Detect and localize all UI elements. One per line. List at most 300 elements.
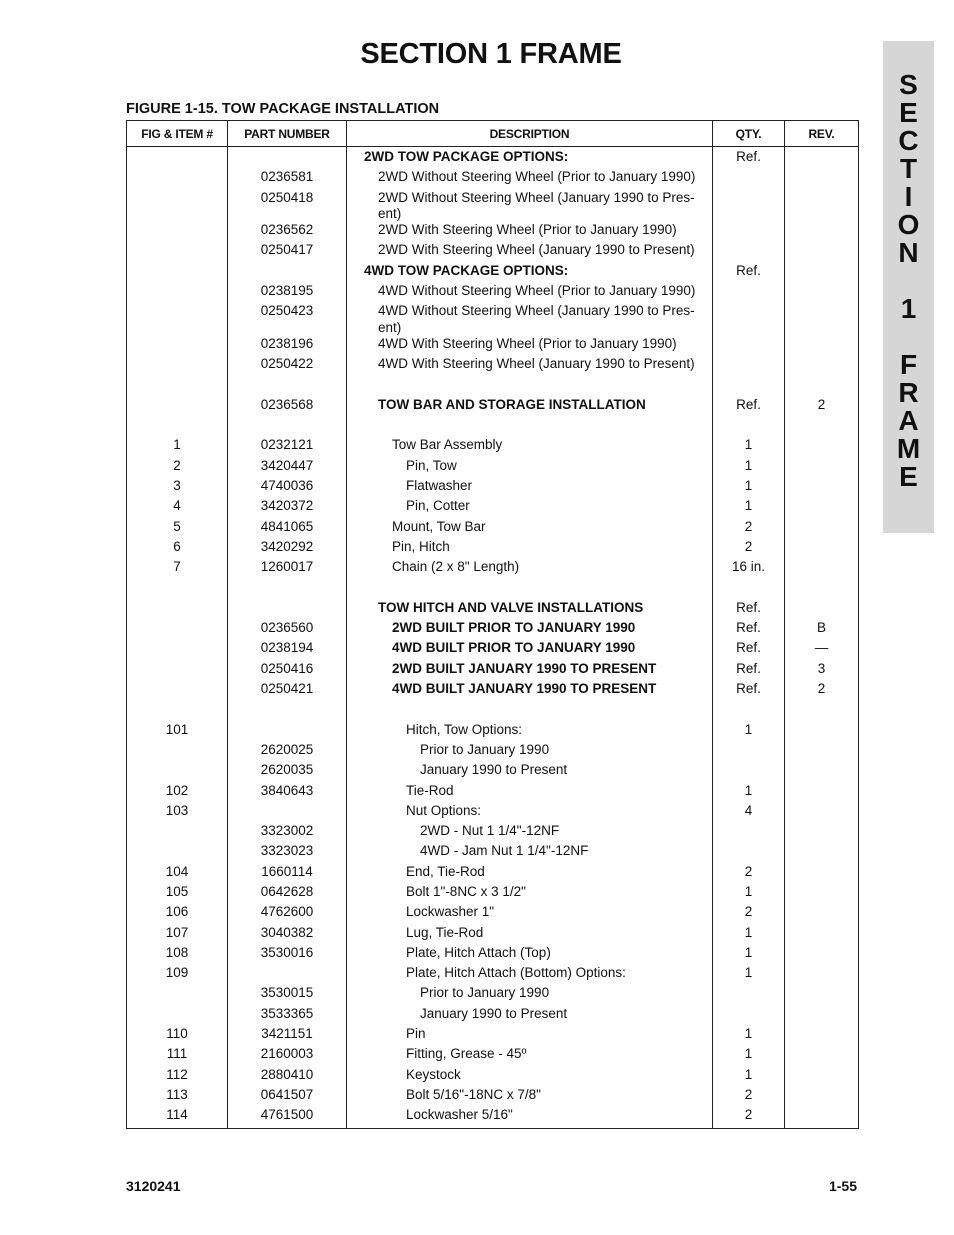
rev-cell [785, 303, 859, 336]
rev-cell [785, 985, 859, 1005]
part-number-cell: 0250422 [228, 356, 347, 376]
description-cell [347, 701, 713, 721]
part-number-cell: 0236562 [228, 222, 347, 242]
fig-item-cell: 102 [127, 783, 228, 803]
rev-cell [785, 1046, 859, 1066]
part-number-cell: 2620025 [228, 742, 347, 762]
rev-cell [785, 437, 859, 457]
fig-item-cell: 114 [127, 1107, 228, 1129]
rev-cell [785, 283, 859, 303]
description-text: January 1990 to Present [420, 762, 568, 778]
part-number-cell [228, 722, 347, 742]
qty-cell: 1 [713, 458, 785, 478]
part-number-cell: 0250417 [228, 242, 347, 262]
description-cell [347, 1026, 713, 1046]
description-cell [347, 803, 713, 823]
table-row [127, 478, 859, 498]
description-text: 2WD Without Steering Wheel (Prior to January 1990) [378, 169, 696, 185]
rev-cell [785, 377, 859, 397]
description-text: Lug, Tie-Rod [406, 924, 484, 940]
description-cell [347, 1107, 713, 1129]
qty-cell [713, 377, 785, 397]
rev-cell [785, 1087, 859, 1107]
description-text: Pin, Cotter [406, 498, 470, 514]
part-number-cell [228, 417, 347, 437]
part-number-cell: 3420372 [228, 498, 347, 518]
side-tab-letter: A [898, 405, 919, 436]
description-text: 4WD BUILT JANUARY 1990 TO PRESENT [392, 681, 657, 697]
description-cell [347, 1067, 713, 1087]
part-number-cell: 4841065 [228, 519, 347, 539]
fig-item-cell: 2 [127, 458, 228, 478]
rev-cell [785, 762, 859, 782]
description-cell [347, 539, 713, 559]
table-row [127, 356, 859, 376]
fig-item-cell: 103 [127, 803, 228, 823]
description-cell [347, 884, 713, 904]
part-number-cell: 4762600 [228, 904, 347, 924]
qty-cell [713, 580, 785, 600]
part-number-cell [228, 377, 347, 397]
table-row [127, 242, 859, 262]
description-text: Hitch, Tow Options: [406, 721, 523, 737]
fig-item-cell: 4 [127, 498, 228, 518]
side-tab-letter: F [899, 349, 918, 380]
rev-cell [785, 169, 859, 189]
header-rev: REV. [785, 121, 859, 147]
description-cell [347, 519, 713, 539]
qty-cell [713, 742, 785, 762]
header-qty: QTY. [713, 121, 785, 147]
fig-item-cell [127, 356, 228, 376]
qty-cell: 1 [713, 884, 785, 904]
description-text: Plate, Hitch Attach (Top) [406, 944, 551, 960]
side-tab-letter: M [896, 433, 921, 464]
table-row [127, 681, 859, 701]
rev-cell [785, 783, 859, 803]
rev-cell [785, 823, 859, 843]
qty-cell: 1 [713, 1067, 785, 1087]
part-number-cell: 0642628 [228, 884, 347, 904]
rev-cell [785, 722, 859, 742]
table-row [127, 539, 859, 559]
side-tab-letter: C [898, 125, 919, 156]
table-row [127, 884, 859, 904]
table-spacer-row [127, 701, 859, 721]
description-text: Bolt 1"-8NC x 3 1/2" [406, 883, 526, 899]
rev-cell: — [785, 640, 859, 660]
description-text: 4WD - Jam Nut 1 1/4"-12NF [420, 843, 589, 859]
table-row [127, 600, 859, 620]
qty-cell: 1 [713, 965, 785, 985]
fig-item-cell: 111 [127, 1046, 228, 1066]
description-cell [347, 985, 713, 1005]
rev-cell [785, 263, 859, 283]
rev-cell [785, 803, 859, 823]
qty-cell [713, 242, 785, 262]
description-cell [347, 190, 713, 223]
table-row [127, 985, 859, 1005]
fig-item-cell: 7 [127, 559, 228, 579]
rev-cell [785, 539, 859, 559]
description-text: Pin, Tow [406, 457, 457, 473]
fig-item-cell: 109 [127, 965, 228, 985]
rev-cell: 2 [785, 681, 859, 701]
description-text: Tow Bar Assembly [392, 437, 503, 453]
table-row [127, 1067, 859, 1087]
fig-item-cell [127, 681, 228, 701]
rev-cell: 3 [785, 661, 859, 681]
fig-item-cell [127, 843, 228, 863]
description-cell [347, 147, 713, 170]
table-row [127, 803, 859, 823]
qty-cell [713, 417, 785, 437]
part-number-cell: 3530015 [228, 985, 347, 1005]
description-text: Lockwasher 1" [406, 904, 495, 920]
rev-cell [785, 458, 859, 478]
description-text: 4WD BUILT PRIOR TO JANUARY 1990 [392, 640, 636, 656]
table-row [127, 620, 859, 640]
description-cell [347, 559, 713, 579]
fig-item-cell [127, 762, 228, 782]
part-number-cell: 3040382 [228, 925, 347, 945]
fig-item-cell: 101 [127, 722, 228, 742]
part-number-cell [228, 600, 347, 620]
description-cell [347, 620, 713, 640]
rev-cell [785, 1107, 859, 1129]
fig-item-cell [127, 397, 228, 417]
description-cell [347, 242, 713, 262]
fig-item-cell: 1 [127, 437, 228, 457]
table-row [127, 722, 859, 742]
description-cell [347, 823, 713, 843]
qty-cell [713, 356, 785, 376]
rev-cell [785, 478, 859, 498]
table-row [127, 559, 859, 579]
document-number: 3120241 [126, 1178, 181, 1194]
rev-cell [785, 242, 859, 262]
fig-item-cell [127, 823, 228, 843]
header-description: DESCRIPTION [347, 121, 713, 147]
table-row [127, 965, 859, 985]
table-row [127, 169, 859, 189]
rev-cell [785, 336, 859, 356]
fig-item-cell: 104 [127, 864, 228, 884]
qty-cell [713, 169, 785, 189]
description-cell [347, 263, 713, 283]
description-cell [347, 742, 713, 762]
fig-item-cell: 5 [127, 519, 228, 539]
table-row [127, 1026, 859, 1046]
part-number-cell: 0236560 [228, 620, 347, 640]
description-cell [347, 283, 713, 303]
fig-item-cell [127, 600, 228, 620]
qty-cell [713, 701, 785, 721]
description-text: Pin, Hitch [392, 538, 450, 554]
section-title: SECTION 1 FRAME [360, 38, 622, 70]
qty-cell: 1 [713, 945, 785, 965]
qty-cell: Ref. [713, 661, 785, 681]
part-number-cell [228, 965, 347, 985]
qty-cell: 1 [713, 783, 785, 803]
table-row [127, 263, 859, 283]
table-row [127, 742, 859, 762]
header-part-number: PART NUMBER [228, 121, 347, 147]
table-row [127, 1006, 859, 1026]
figure-title: FIGURE 1-15. TOW PACKAGE INSTALLATION [126, 101, 440, 117]
fig-item-cell [127, 640, 228, 660]
rev-cell [785, 356, 859, 376]
qty-cell: Ref. [713, 600, 785, 620]
description-cell [347, 336, 713, 356]
rev-cell [785, 600, 859, 620]
description-cell [347, 1006, 713, 1026]
side-tab-letter: 1 [900, 293, 917, 324]
part-number-cell: 3420292 [228, 539, 347, 559]
fig-item-cell: 110 [127, 1026, 228, 1046]
description-cell [347, 417, 713, 437]
qty-cell: 4 [713, 803, 785, 823]
qty-cell: 1 [713, 1026, 785, 1046]
page-number: 1-55 [828, 1178, 857, 1194]
description-cell [347, 661, 713, 681]
description-text: 4WD With Steering Wheel (January 1990 to Present) [378, 356, 695, 372]
table-row [127, 222, 859, 242]
description-cell [347, 169, 713, 189]
qty-cell [713, 823, 785, 843]
rev-cell [785, 925, 859, 945]
qty-cell: 2 [713, 1087, 785, 1107]
fig-item-cell: 112 [127, 1067, 228, 1087]
part-number-cell [228, 263, 347, 283]
fig-item-cell [127, 1006, 228, 1026]
fig-item-cell [127, 169, 228, 189]
table-row [127, 397, 859, 417]
qty-cell: 1 [713, 925, 785, 945]
qty-cell: Ref. [713, 681, 785, 701]
description-cell [347, 458, 713, 478]
fig-item-cell [127, 620, 228, 640]
table-row [127, 925, 859, 945]
description-cell [347, 498, 713, 518]
table-row [127, 336, 859, 356]
part-number-cell: 3323002 [228, 823, 347, 843]
fig-item-cell [127, 701, 228, 721]
table-row [127, 843, 859, 863]
header-fig-item: FIG & ITEM # [127, 121, 228, 147]
table-row [127, 147, 859, 170]
side-tab-letter: O [897, 209, 920, 240]
description-text: Prior to January 1990 [420, 985, 550, 1001]
description-text: Pin [406, 1026, 426, 1042]
part-number-cell: 1260017 [228, 559, 347, 579]
table-header-row [127, 121, 859, 147]
fig-item-cell: 113 [127, 1087, 228, 1107]
table-row [127, 437, 859, 457]
rev-cell [785, 843, 859, 863]
qty-cell [713, 283, 785, 303]
description-cell [347, 397, 713, 417]
part-number-cell: 0236568 [228, 397, 347, 417]
part-number-cell: 3530016 [228, 945, 347, 965]
qty-cell [713, 303, 785, 336]
table-row [127, 1046, 859, 1066]
table-row [127, 303, 859, 336]
fig-item-cell [127, 742, 228, 762]
description-cell [347, 843, 713, 863]
description-text: Keystock [406, 1066, 461, 1082]
description-text: Flatwasher [406, 478, 473, 494]
description-cell [347, 965, 713, 985]
rev-cell [785, 417, 859, 437]
parts-table [126, 120, 859, 1129]
rev-cell [785, 147, 859, 170]
fig-item-cell: 108 [127, 945, 228, 965]
rev-cell [785, 222, 859, 242]
description-text: Chain (2 x 8" Length) [392, 559, 520, 575]
qty-cell: 1 [713, 722, 785, 742]
fig-item-cell [127, 661, 228, 681]
description-text: 2WD With Steering Wheel (Prior to January 1990) [378, 222, 677, 238]
part-number-cell [228, 580, 347, 600]
description-text: Mount, Tow Bar [392, 518, 486, 534]
fig-item-cell: 106 [127, 904, 228, 924]
fig-item-cell [127, 580, 228, 600]
side-tab-letter: S [899, 69, 918, 100]
part-number-cell: 0238195 [228, 283, 347, 303]
part-number-cell: 0250423 [228, 303, 347, 336]
qty-cell [713, 985, 785, 1005]
qty-cell: 2 [713, 1107, 785, 1129]
table-row [127, 190, 859, 223]
description-cell [347, 1087, 713, 1107]
rev-cell [785, 190, 859, 223]
section-side-tab [883, 41, 934, 533]
fig-item-cell: 105 [127, 884, 228, 904]
description-cell [347, 356, 713, 376]
rev-cell [785, 864, 859, 884]
description-cell [347, 478, 713, 498]
part-number-cell: 4740036 [228, 478, 347, 498]
description-cell [347, 945, 713, 965]
description-cell [347, 864, 713, 884]
part-number-cell [228, 701, 347, 721]
qty-cell: Ref. [713, 147, 785, 170]
qty-cell: 1 [713, 437, 785, 457]
rev-cell [785, 498, 859, 518]
qty-cell [713, 190, 785, 223]
rev-cell [785, 1026, 859, 1046]
qty-cell [713, 1006, 785, 1026]
rev-cell [785, 701, 859, 721]
table-spacer-row [127, 417, 859, 437]
description-text: 2WD TOW PACKAGE OPTIONS: [364, 149, 569, 164]
table-row [127, 864, 859, 884]
rev-cell: 2 [785, 397, 859, 417]
side-tab-letter: E [899, 97, 918, 128]
side-tab-letter: T [899, 153, 918, 184]
description-text: Bolt 5/16"-18NC x 7/8" [406, 1086, 541, 1102]
table-row [127, 519, 859, 539]
description-cell [347, 437, 713, 457]
description-cell [347, 904, 713, 924]
table-row [127, 458, 859, 478]
fig-item-cell [127, 263, 228, 283]
fig-item-cell [127, 147, 228, 170]
table-row [127, 762, 859, 782]
rev-cell [785, 884, 859, 904]
description-cell [347, 222, 713, 242]
rev-cell [785, 580, 859, 600]
qty-cell [713, 762, 785, 782]
rev-cell [785, 1006, 859, 1026]
description-cell [347, 303, 713, 336]
table-row [127, 783, 859, 803]
rev-cell: B [785, 620, 859, 640]
description-text: Lockwasher 5/16" [406, 1107, 513, 1123]
table-row [127, 640, 859, 660]
fig-item-cell [127, 190, 228, 223]
qty-cell: 1 [713, 1046, 785, 1066]
table-row [127, 498, 859, 518]
fig-item-cell [127, 242, 228, 262]
rev-cell [785, 945, 859, 965]
description-cell [347, 762, 713, 782]
qty-cell: 1 [713, 498, 785, 518]
description-cell [347, 783, 713, 803]
rev-cell [785, 904, 859, 924]
description-text: 4WD TOW PACKAGE OPTIONS: [364, 262, 569, 278]
table-row [127, 1087, 859, 1107]
description-text: 2WD BUILT JANUARY 1990 TO PRESENT [392, 660, 657, 676]
qty-cell: Ref. [713, 620, 785, 640]
description-cell [347, 640, 713, 660]
description-text: Plate, Hitch Attach (Bottom) Options: [406, 965, 626, 981]
fig-item-cell: 3 [127, 478, 228, 498]
side-tab-letter: R [898, 377, 919, 408]
rev-cell [785, 1067, 859, 1087]
description-cell [347, 681, 713, 701]
table-row [127, 1107, 859, 1129]
part-number-cell: 0250418 [228, 190, 347, 223]
fig-item-cell [127, 222, 228, 242]
description-text: Prior to January 1990 [420, 741, 550, 757]
part-number-cell [228, 147, 347, 170]
qty-cell: 2 [713, 864, 785, 884]
qty-cell [713, 222, 785, 242]
side-tab-letter: N [898, 237, 919, 268]
part-number-cell: 2160003 [228, 1046, 347, 1066]
description-text: 2WD BUILT PRIOR TO JANUARY 1990 [392, 620, 636, 636]
table-row [127, 823, 859, 843]
description-cell [347, 580, 713, 600]
description-text: Nut Options: [406, 802, 482, 818]
side-tab-letter: E [899, 461, 918, 492]
part-number-cell: 3840643 [228, 783, 347, 803]
qty-cell: Ref. [713, 263, 785, 283]
part-number-cell: 4761500 [228, 1107, 347, 1129]
table-row [127, 661, 859, 681]
qty-cell: Ref. [713, 640, 785, 660]
table-spacer-row [127, 580, 859, 600]
fig-item-cell [127, 283, 228, 303]
description-cell [347, 722, 713, 742]
qty-cell: 1 [713, 478, 785, 498]
description-text: 2WD With Steering Wheel (January 1990 to Present) [378, 242, 695, 258]
table-row [127, 904, 859, 924]
description-cell [347, 600, 713, 620]
fig-item-cell [127, 336, 228, 356]
